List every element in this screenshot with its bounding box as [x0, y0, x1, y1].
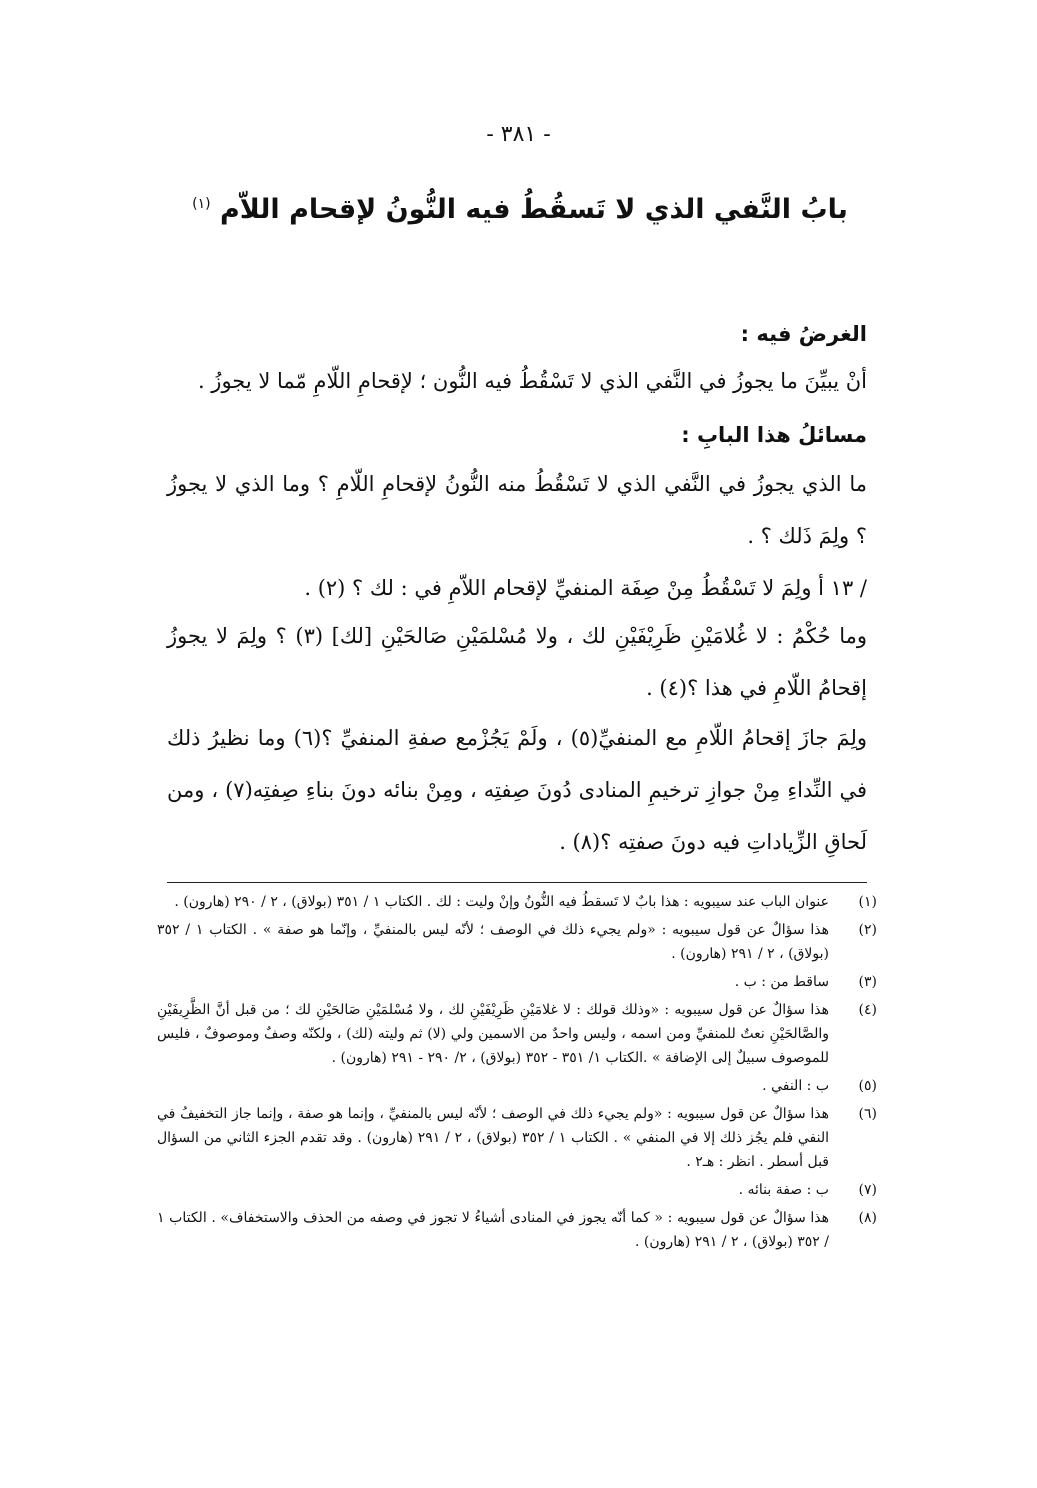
footnote-number: (٨)	[858, 1210, 877, 1226]
footnote-text: عنوان الباب عند سيبويه : هذا بابٌ لا تَسقطُ فيه النُّونُ وإنْ وليت : لك . الكتاب ١ / ٣٥١ (بولاق) ، ٢ / ٢٩٠ (هارون) .	[174, 894, 829, 910]
footnote-text: ب : صفة بنائه .	[738, 1182, 829, 1198]
footnote-item	[157, 918, 877, 966]
footnote-number: (٧)	[858, 1182, 877, 1198]
footnote-item	[157, 1206, 877, 1254]
footnote-text: ساقط من : ب .	[734, 974, 829, 990]
footnote-number: (٥)	[858, 1078, 877, 1094]
footnote-number: (٦)	[858, 1106, 877, 1122]
footnote-item	[157, 1178, 877, 1202]
footnotes-section	[157, 890, 877, 1258]
issue-paragraph-4: ولِمَ جازَ إقحامُ اللّامِ مع المنفيِّ(٥) ، ولَمْ يَجُزْمع صفةِ المنفيِّ ؟(٦) وما نظيرُ ذلك في النِّداءِ مِنْ جوازِ ترخيمِ المنادى دُونَ صِفتِه ، ومِنْ بنائه دونَ بناءِ صِفتِه(٧) ، ومن لَحاقِ الزِّياداتِ فيه دونَ صفتِه ؟(٨) .	[167, 726, 868, 854]
footnote-item	[157, 890, 877, 914]
footnote-number: (٤)	[858, 1002, 877, 1018]
footnote-item	[157, 1074, 877, 1098]
page-number: - ٣٨١ -	[486, 122, 551, 147]
footnote-text: هذا سؤالٌ عن قول سيبويه : «وذلك قولك : لا غلامَيْنِ ظَرِيْفَيْنِ لك ، ولا مُسْلمَيْنِ صَالحَيْنِ لك ؛ من قبل أنَّ الظَّرِيفَيْنِ والصَّالحَيْنِ نعتٌ للمنفيِّ ومن اسمه ، وليس واحدٌ من الاسمين ولي (لا) ثم وليته (لك) ، ولكنّه وصفٌ وموصوفٌ ، فليس للموصوف سبيلٌ إلى الإضافة » .الكتاب ١/ ٣٥١ - ٣٥٢ (بولاق) ، ٢/ ٢٩٠ - ٢٩١ (هارون) .	[157, 1002, 829, 1066]
footnote-text: ب : النفي .	[762, 1078, 829, 1094]
chapter-title-footnote-ref: (١)	[192, 196, 211, 212]
issue-paragraph-1: ما الذي يجوزُ في النَّفي الذي لا تَسْقُطُ منه النُّونُ لإقحامِ اللّامِ ؟ وما الذي لا يجوزُ ؟ ولِمَ ذَلك ؟ .	[167, 472, 867, 548]
footnote-divider	[167, 882, 867, 883]
footnote-number: (١)	[858, 894, 877, 910]
footnote-item	[157, 1102, 877, 1174]
footnote-text: هذا سؤالٌ عن قول سيبويه : « كما أنّه يجوز في المنادى أشياءُ لا تجوز في وصفه من الحذف والاستخفاف» . الكتاب ١ / ٣٥٢ (بولاق) ، ٢ / ٢٩١ (هارون) .	[157, 1210, 829, 1250]
footnote-item	[157, 970, 877, 994]
purpose-heading: الغرضُ فيه :	[740, 322, 867, 346]
footnote-text: هذا سؤالٌ عن قول سيبويه : «ولم يجيء ذلك في الوصف ؛ لأنّه ليس بالمنفيِّ ، وإنّما هو صفة » . الكتاب ١ / ٣٥٢ (بولاق) ، ٢ / ٢٩١ (هارون) .	[157, 922, 829, 962]
issues-heading: مسائلُ هذا البابِ :	[681, 423, 867, 447]
footnote-text: هذا سؤالٌ عن قول سيبويه : «ولم يجيء ذلك في الوصف ؛ لأنّه ليس بالمنفيِّ ، وإنما هو صفة ، وإنما جاز التخفيفُ في النفي فلم يجُز ذلك إلا في المنفي » . الكتاب ١ / ٣٥٢ (بولاق) ، ٢ / ٢٩١ (هارون) . وقد تقدم الجزء الثاني من السؤال قبل أسطر . انظر : هـ٢ .	[157, 1106, 829, 1170]
footnote-item	[157, 998, 877, 1070]
chapter-title	[180, 194, 860, 225]
footnote-number: (٢)	[858, 922, 877, 938]
chapter-title-text: بابُ النَّفي الذي لا تَسقُطُ فيه النُّونُ لإقحام اللاّم	[219, 194, 848, 225]
purpose-text: أنْ يبيِّنَ ما يجوزُ في النَّفي الذي لا تَسْقُطُ فيه النُّون ؛ لإقحامِ اللّامِ مّما لا يجوزُ .	[197, 369, 867, 393]
issue-paragraph-2: / ١٣ أ ولِمَ لا تَسْقُطُ مِنْ صِفَة المنفيِّ لإقحام اللاّمِ في : لك ؟ (٢) .	[304, 576, 867, 600]
issue-paragraph-3: وما حُكْمُ : لا غُلامَيْنِ ظَرِيْفَيْنِ لك ، ولا مُسْلمَيْنِ صَالحَيْنِ [لك] (٣) ؟ ولِمَ لا يجوزُ إقحامُ اللّامِ في هذا ؟(٤) .	[167, 624, 867, 700]
footnote-number: (٣)	[858, 974, 877, 990]
